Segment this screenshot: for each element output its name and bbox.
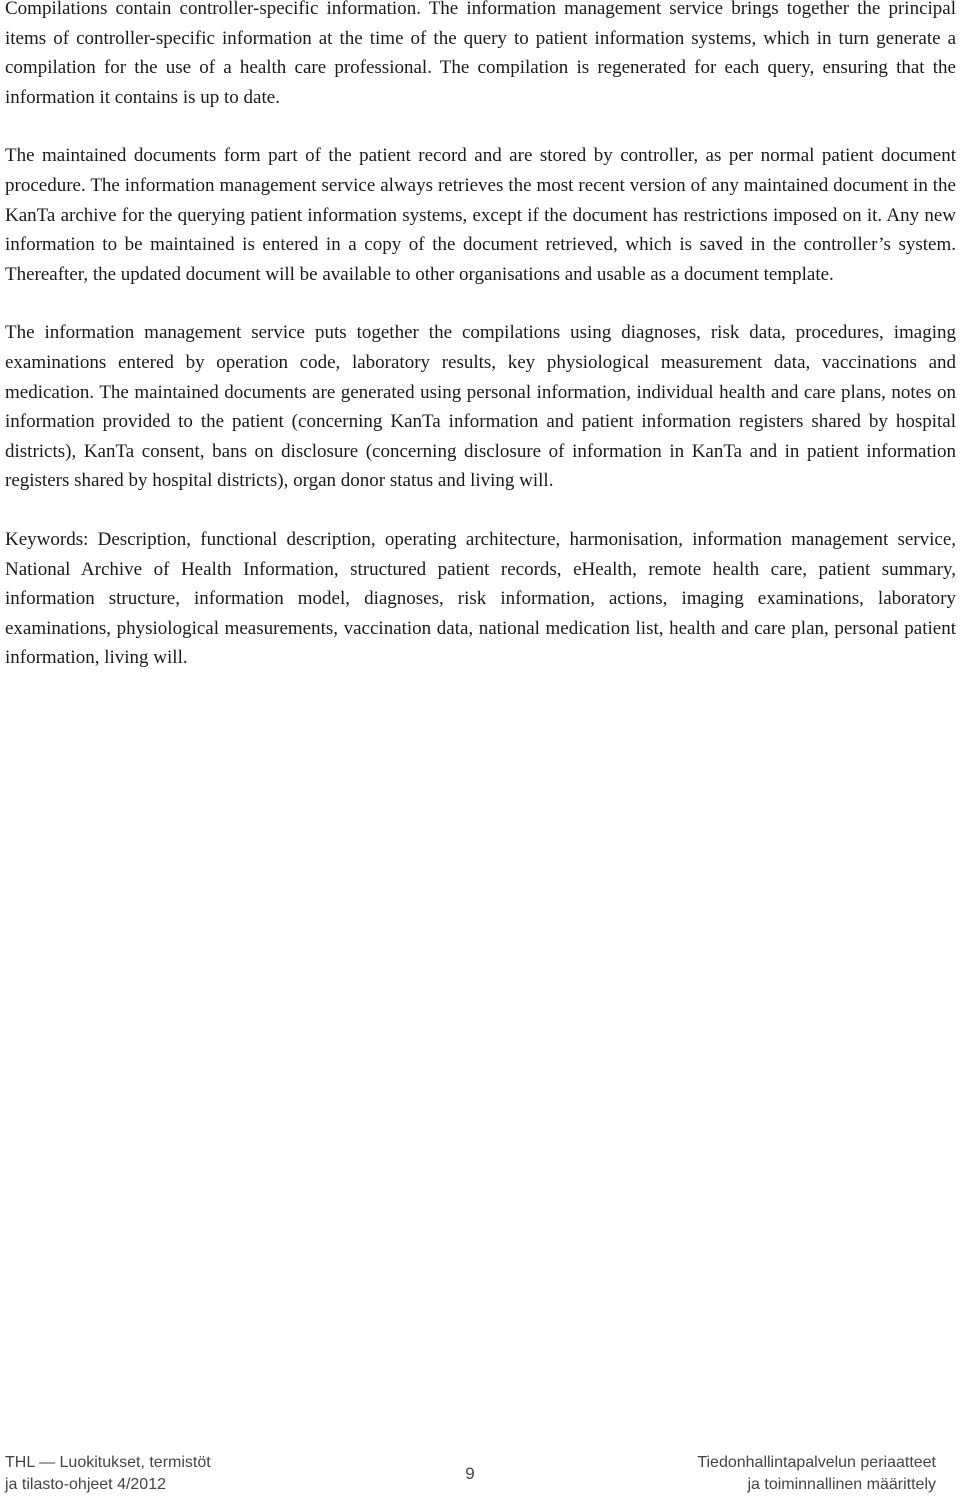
paragraph-information-management-service: The information management service puts together the compilations using diagnoses, risk data, procedures, imaging examinations entered by operation code, laboratory results, key physiological measurement data, vaccinations and medication. The maintained documents are generated using personal information, individual health and care plans, notes on information provided to the patient (concerning KanTa information and patient information registers shared by hospital districts), KanTa consent, bans on disclosure (concerning disclosure of information in KanTa and in patient information registers shared by hospital districts), organ donor status and living will. — [5, 322, 956, 492]
page-footer — [0, 1452, 960, 1496]
footer-title-line1: Tiedonhallintapalvelun periaatteet — [697, 1454, 936, 1471]
footer-title-line2: ja toiminnallinen määrittely — [747, 1476, 936, 1493]
paragraph-compilations: Compilations contain controller-specific information. The information management service brings together the principal items of controller-specific information at the time of the query to patient information systems, which in turn generate a compilation for the use of a health care professional. The compilation is regenerated for each query, ensuring that the information it contains is up to date. — [5, 0, 956, 108]
document-body — [5, 0, 956, 702]
footer-series-number: ja tilasto-ohjeet 4/2012 — [5, 1476, 166, 1493]
paragraph-keywords: Keywords: Description, functional description, operating architecture, harmonisation, information management service, National Archive of Health Information, structured patient records, eHealth, remote health care, patient summary, information structure, information model, diagnoses, risk information, actions, imaging examinations, laboratory examinations, physiological measurements, vaccination data, national medication list, health and care plan, personal patient information, living will. — [5, 528, 956, 669]
page-number: 9 — [465, 1464, 475, 1483]
paragraph-maintained-documents: The maintained documents form part of the patient record and are stored by controller, as per normal patient document procedure. The information management service always retrieves the most recent version of any maintained document in the KanTa archive for the querying patient information systems, except if the document has restrictions imposed on it. Any new information to be maintained is entered in a copy of the document retrieved, which is saved in the controller’s system. Thereafter, the updated document will be available to other organisations and usable as a document template. — [5, 145, 956, 285]
footer-document-title — [697, 1452, 936, 1496]
footer-series-title: THL — Luokitukset, termistöt — [5, 1454, 211, 1471]
